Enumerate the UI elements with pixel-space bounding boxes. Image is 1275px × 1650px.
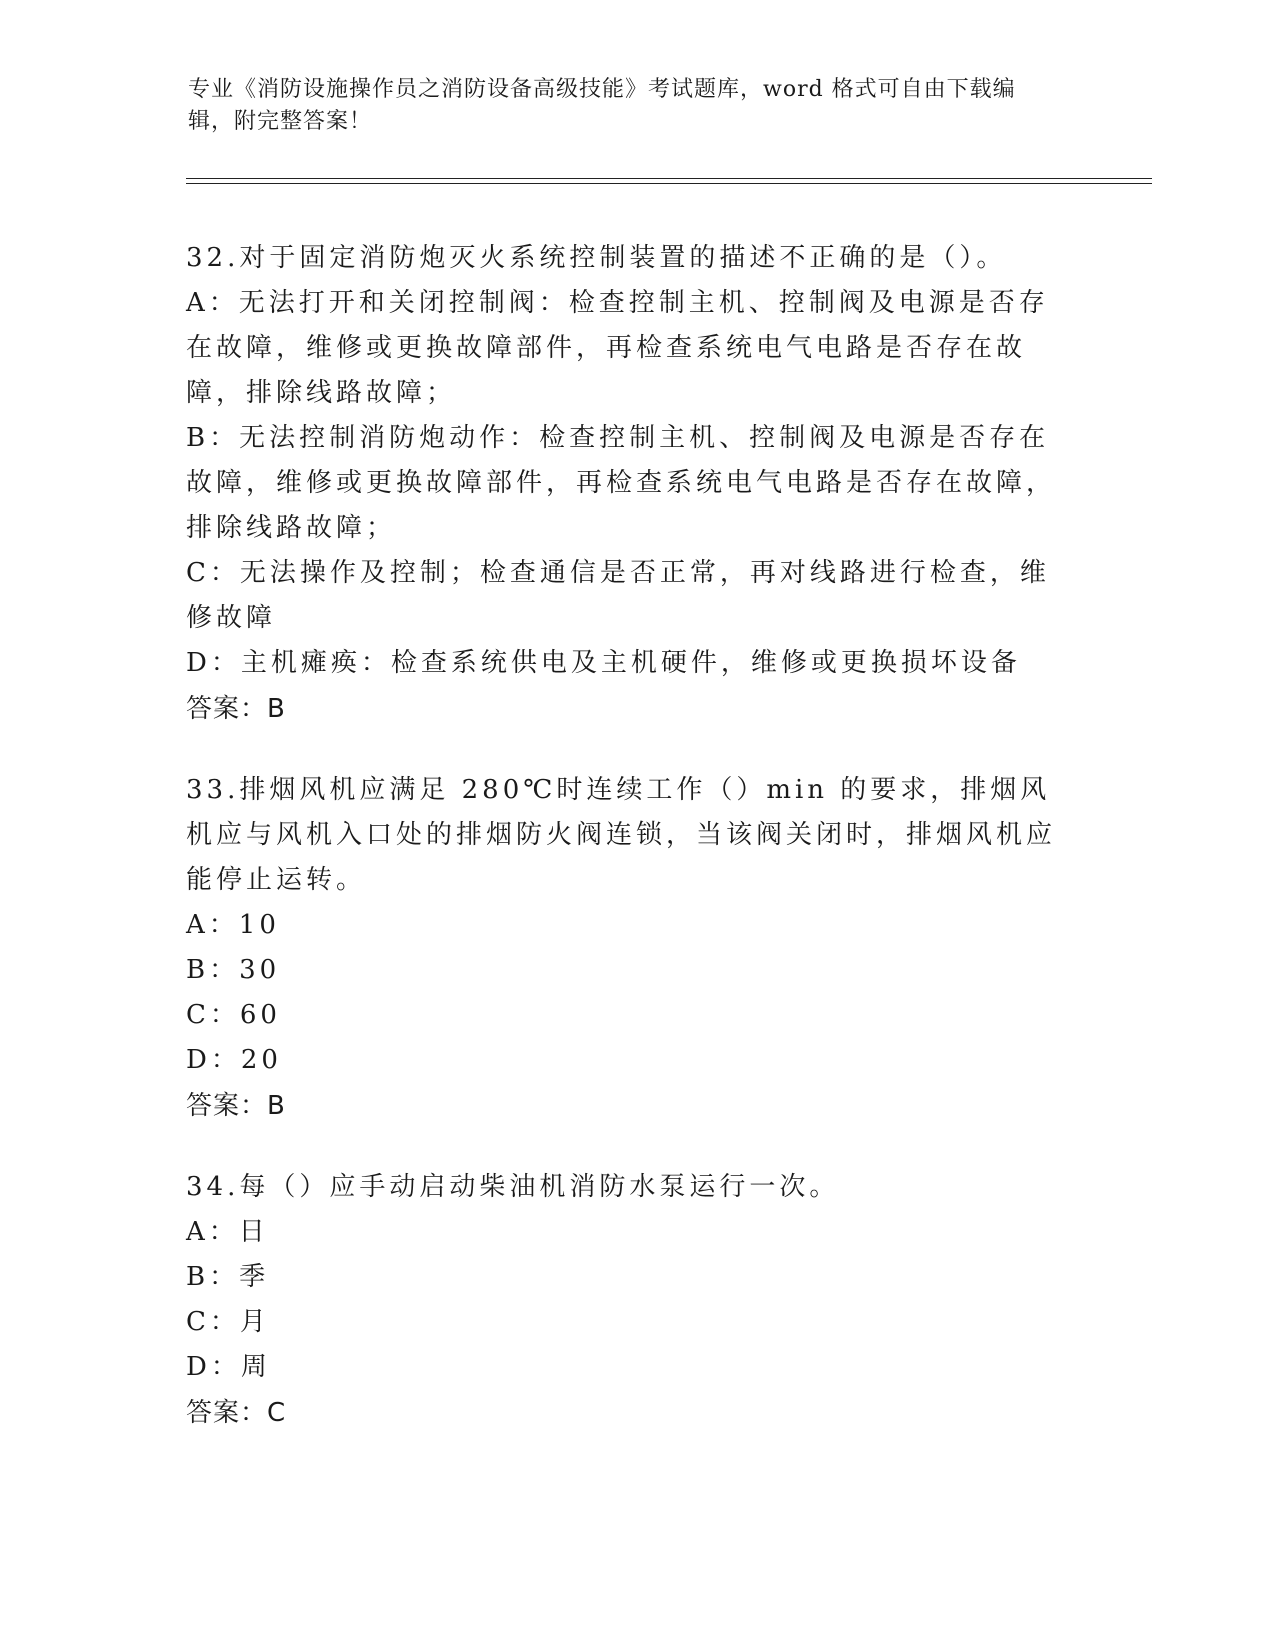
- option-d: D：20: [186, 1045, 282, 1075]
- question-34: [186, 1165, 1076, 1436]
- option-a: A：无法打开和关闭控制阀：检查控制主机、控制阀及电源是否存在故障，维修或更换故障部件，再检查系统电气电路是否存在故障，排除线路故障；: [186, 288, 1049, 408]
- option-c: C：月: [186, 1307, 270, 1337]
- option-a: A：10: [186, 910, 280, 940]
- document-header: [188, 74, 1068, 138]
- header-intro-line-2: 辑，附完整答案！: [188, 109, 373, 134]
- question-stem: 33.排烟风机应满足 280℃时连续工作（）min 的要求，排烟风机应与风机入口处的排烟防火阀连锁，当该阀关闭时，排烟风机应能停止运转。: [186, 775, 1057, 895]
- option-b: B：30: [186, 955, 281, 985]
- answer-label: 答案：B: [186, 1091, 286, 1121]
- option-d: D：主机瘫痪：检查系统供电及主机硬件，维修或更换损坏设备: [186, 648, 1021, 678]
- option-c: C：60: [186, 1000, 281, 1030]
- option-c: C：无法操作及控制；检查通信是否正常，再对线路进行检查，维修故障: [186, 558, 1050, 633]
- answer-label: 答案：C: [186, 1398, 287, 1428]
- question-33: [186, 768, 1076, 1129]
- option-a: A：日: [186, 1217, 269, 1247]
- header-intro-line-1: 专业《消防设施操作员之消防设备高级技能》考试题库，word 格式可自由下载编: [188, 77, 1016, 102]
- question-stem: 34.每（）应手动启动柴油机消防水泵运行一次。: [186, 1172, 840, 1202]
- option-b: B：无法控制消防炮动作：检查控制主机、控制阀及电源是否存在故障，维修或更换故障部件，再检查系统电气电路是否存在故障，排除线路故障；: [186, 423, 1057, 543]
- answer-label: 答案：B: [186, 694, 286, 724]
- question-list: [186, 236, 1076, 1472]
- question-stem: 32.对于固定消防炮灭火系统控制装置的描述不正确的是（）。: [186, 243, 1007, 273]
- question-32: [186, 236, 1076, 732]
- header-divider-bottom: [186, 183, 1152, 184]
- option-d: D：周: [186, 1352, 271, 1382]
- header-divider-top: [186, 178, 1152, 179]
- option-b: B：季: [186, 1262, 270, 1292]
